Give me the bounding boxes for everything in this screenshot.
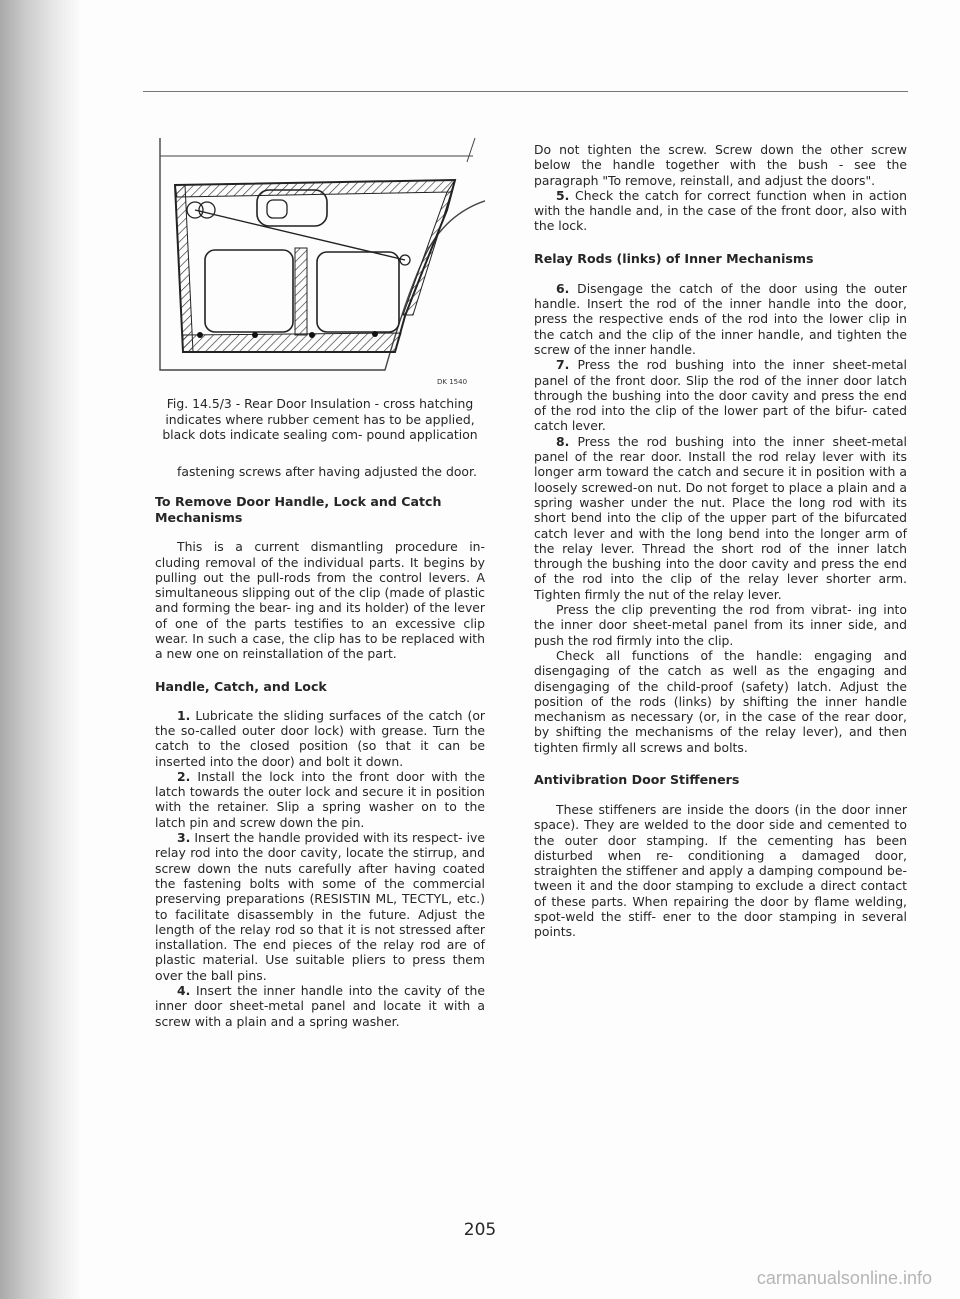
step-6 [534,281,907,357]
step-text: Press the rod bushing into the inner sheet-metal panel of the rear door. Install the rod relay lever with its longer arm toward the catch and secure it in position with a loosely screwed-on nut. Do not forget to place a plain and a spring washer under the nut. Place the long rod with its short bend into the clip of the upper part of the bifurcated catch lever and with the long bend into the longer arm of the relay lever. Thread the short rod of the inner latch through the bushing into the door cavity and press the end of the rod into the clip of the relay lever shorter arm. Tighten firmly the nut of the relay lever. [534,433,907,602]
step-number: 1. [177,707,191,723]
section-heading-handle-catch-lock: Handle, Catch, and Lock [155,678,327,694]
paragraph: fastening screws after having adjusted the door. [177,464,477,479]
step-text: Disengage the catch of the door using the outer handle. Insert the rod of the inner handle into the door, press the respective ends of the rod into the lower clip in the catch and the clip of the inner handle, and tighten the screw of the inner handle. [534,280,907,357]
step-1 [155,708,485,769]
step-number: 3. [177,830,191,846]
watermark: carmanualsonline.info [756,1268,932,1288]
step-number: 7. [556,357,570,373]
step-2 [155,769,485,830]
rear-door-figure [155,130,485,396]
step-3 [155,830,485,983]
paragraph: Press the clip preventing the rod from vibrat- ing into the inner door sheet-metal panel from its inner side, and push the rod firmly into the clip. [534,602,907,648]
section-heading-relay-rods: Relay Rods (links) of Inner Mechanisms [534,250,814,266]
page-number: 205 [463,1220,497,1240]
step-4 [155,983,485,1029]
section-heading-remove-door-handle: To Remove Door Handle, Lock and Catch Mechanisms [155,494,442,526]
step-number: 8. [556,433,570,449]
step-number: 6. [556,280,570,296]
figure-code-label: DK 1540 [437,378,468,386]
rear-door-diagram [155,130,485,396]
step-7 [534,357,907,433]
step-text: Press the rod bushing into the inner sheet-metal panel of the front door. Slip the rod of the inner door latch through the bushing into the door cavity and press the end of the rod into the clip of the lower part of the bifur- cated catch lever. [534,357,907,434]
step-text: Check the catch for correct function when in action with the handle and, in the case of the front door, also with the lock. [534,187,907,234]
left-column [155,464,485,1029]
paragraph: Do not tighten the screw. Screw down the other screw below the handle together with the bush - see the paragraph "To remove, reinstall, and adjust the doors". [534,142,907,188]
book-spine-shadow [0,0,80,1299]
paragraph: This is a current dismantling procedure in- cluding removal of the individual parts. It begins by pulling out the pull-rods from the control levers. A simultaneous slipping out of the clip (made of plastic and forming the bear- ing and its holder) of the lever of one of the parts testifies to an excessive clip wear. In such a case, the clip has to be replaced with a new one on reinstallation of the part. [155,539,485,662]
right-column [534,142,907,940]
step-8 [534,434,907,602]
section-heading-antivibration-stiffeners: Antivibration Door Stiffeners [534,771,740,787]
paragraph: Check all functions of the handle: engaging and disengaging of the catch as well as the engaging and disengaging of the child-proof (safety) latch. Adjust the position of the rods (links) by shifting the inner handle mechanism as necessary (or, in the case of the rear door, by shifting the mechanisms of the relay lever), and then tighten firmly all screws and bolts. [534,647,907,755]
step-number: 5. [556,187,570,203]
step-text: Install the lock into the front door with the latch towards the outer lock and secure it in position with the retainer. Slip a spring washer on to the latch pin and screw down the pin. [155,768,485,830]
header-rule [143,91,908,92]
step-text: Lubricate the sliding surfaces of the catch (or the so-called outer door lock) with grease. Turn the catch to the closed position (so that it can be inserted into the door) and bolt it down. [155,707,485,769]
step-text: Insert the inner handle into the cavity of the inner door sheet-metal panel and locate it with a screw with a plain and a spring washer. [155,983,485,1029]
step-text: Insert the handle provided with its respect- ive relay rod into the door cavity, locate the stirrup, and screw down the nuts carefully after having coated the fastening bolts with some of the commercial preserving preparations (RESISTIN ML, TECTYL, etc.) to facilitate disassembly in the future. Adjust the length of the relay rod so that it is not stressed after installation. The end pieces of the relay rod are of plastic material. Use suitable pliers to press them over the ball pins. [155,830,485,983]
paragraph: These stiffeners are inside the doors (in the door inner space). They are welded to the door side and cemented to the outer door stamping. If the cementing has been disturbed when re- conditioning a damaged door, straighten the stiffener and apply a damping compound be- tween it and the door stamping to exclude a direct contact of these parts. When repairing the door by flame welding, spot-weld the stiff- ener to the door stamping in several points. [534,801,907,940]
step-number: 4. [177,983,191,999]
step-5 [534,188,907,234]
step-number: 2. [177,768,191,784]
figure-caption: Fig. 14.5/3 - Rear Door Insulation - cross hatching indicates where rubber cement has to be applied, black dots indicate sealing com- pound application [162,396,478,443]
